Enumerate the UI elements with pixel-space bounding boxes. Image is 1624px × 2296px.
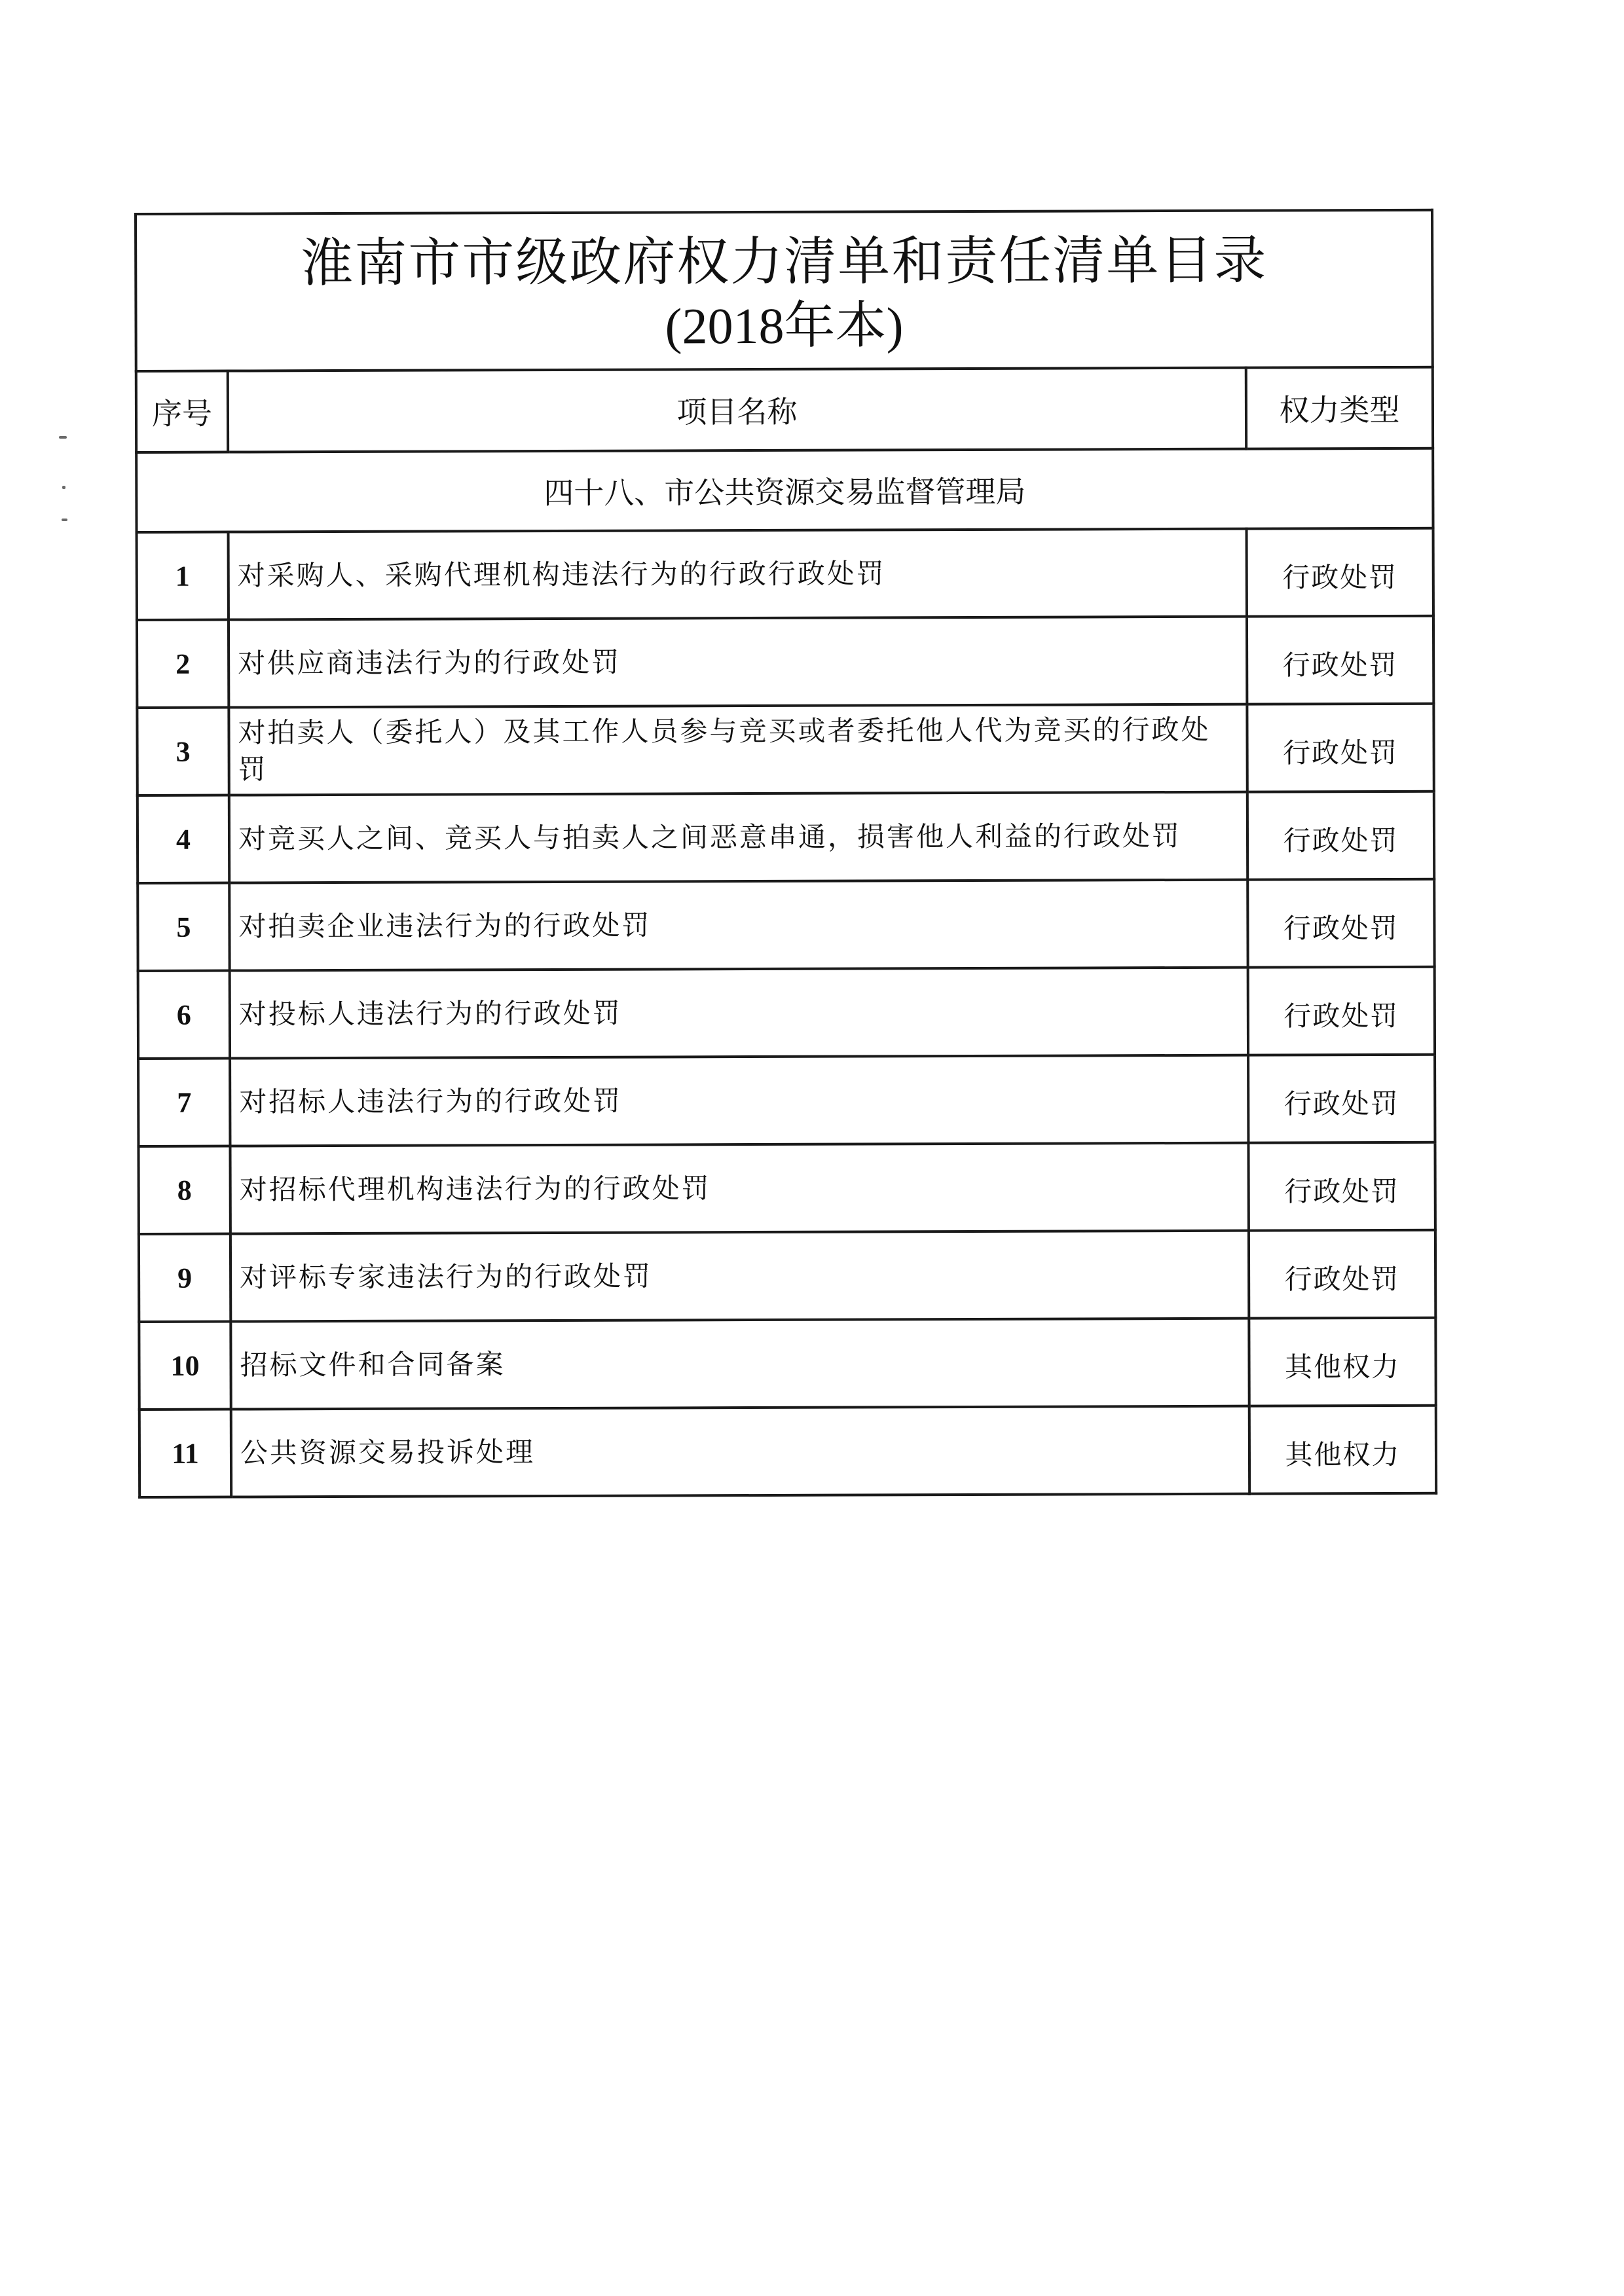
- section-title: 四十八、市公共资源交易监督管理局: [136, 448, 1433, 532]
- row-number: 1: [137, 532, 229, 620]
- table-row: [139, 1406, 1436, 1497]
- header-row: [136, 367, 1433, 452]
- table-row: [137, 616, 1433, 708]
- table-row: [137, 704, 1433, 795]
- row-number: 8: [138, 1146, 230, 1234]
- power-list-table: [134, 209, 1437, 1499]
- row-type: 行政处罚: [1247, 616, 1433, 704]
- section-row: [136, 448, 1433, 532]
- row-name: 对招标代理机构违法行为的行政处罚: [230, 1143, 1248, 1234]
- row-number: 9: [139, 1234, 231, 1322]
- header-name: 项目名称: [228, 368, 1246, 452]
- document-subtitle: (2018年本): [665, 297, 904, 355]
- row-name: 对竞买人之间、竞买人与拍卖人之间恶意串通，损害他人利益的行政处罚: [229, 792, 1247, 883]
- row-name: 对投标人违法行为的行政处罚: [230, 968, 1248, 1059]
- table-row: [139, 1230, 1435, 1322]
- row-number: 10: [139, 1322, 231, 1410]
- table-row: [138, 1142, 1435, 1234]
- row-number: 4: [138, 795, 229, 883]
- row-name: 招标文件和合同备案: [231, 1319, 1249, 1410]
- row-type: 其他权力: [1249, 1318, 1435, 1406]
- table-row: [138, 967, 1435, 1059]
- table-row: [139, 1318, 1435, 1410]
- row-number: 3: [137, 708, 229, 795]
- document-title: 淮南市市级政府权力清单和责任清单目录: [301, 229, 1268, 294]
- row-type: 行政处罚: [1249, 1230, 1435, 1319]
- row-number: 6: [138, 971, 230, 1059]
- row-type: 行政处罚: [1247, 704, 1433, 792]
- title-cell: [136, 210, 1433, 371]
- row-type: 行政处罚: [1248, 1142, 1435, 1231]
- row-name: 对拍卖人（委托人）及其工作人员参与竞买或者委托他人代为竞买的行政处罚: [229, 704, 1247, 795]
- row-type: 行政处罚: [1247, 528, 1433, 617]
- row-name: 对评标专家违法行为的行政处罚: [231, 1231, 1249, 1322]
- row-type: 行政处罚: [1247, 879, 1434, 968]
- row-name: 对采购人、采购代理机构违法行为的行政行政处罚: [229, 529, 1247, 620]
- header-number: 序号: [136, 371, 228, 452]
- row-name: 对招标人违法行为的行政处罚: [230, 1055, 1248, 1146]
- row-type: 行政处罚: [1248, 967, 1435, 1055]
- scan-mark: [59, 436, 67, 439]
- row-type: 行政处罚: [1247, 792, 1434, 880]
- table-row: [137, 528, 1433, 620]
- row-number: 5: [138, 883, 229, 971]
- table-row: [138, 879, 1434, 971]
- row-number: 2: [137, 620, 229, 708]
- scan-mark: [62, 486, 65, 489]
- row-name: 对拍卖企业违法行为的行政处罚: [229, 880, 1247, 971]
- table-row: [138, 1055, 1435, 1146]
- row-name: 公共资源交易投诉处理: [231, 1406, 1249, 1497]
- row-number: 11: [139, 1410, 231, 1497]
- row-type: 其他权力: [1249, 1406, 1436, 1494]
- scan-mark: [62, 519, 67, 521]
- row-name: 对供应商违法行为的行政处罚: [229, 617, 1247, 708]
- title-row: [136, 210, 1433, 371]
- row-type: 行政处罚: [1248, 1055, 1435, 1143]
- header-type: 权力类型: [1246, 367, 1433, 449]
- row-number: 7: [138, 1059, 230, 1146]
- table-row: [138, 792, 1434, 883]
